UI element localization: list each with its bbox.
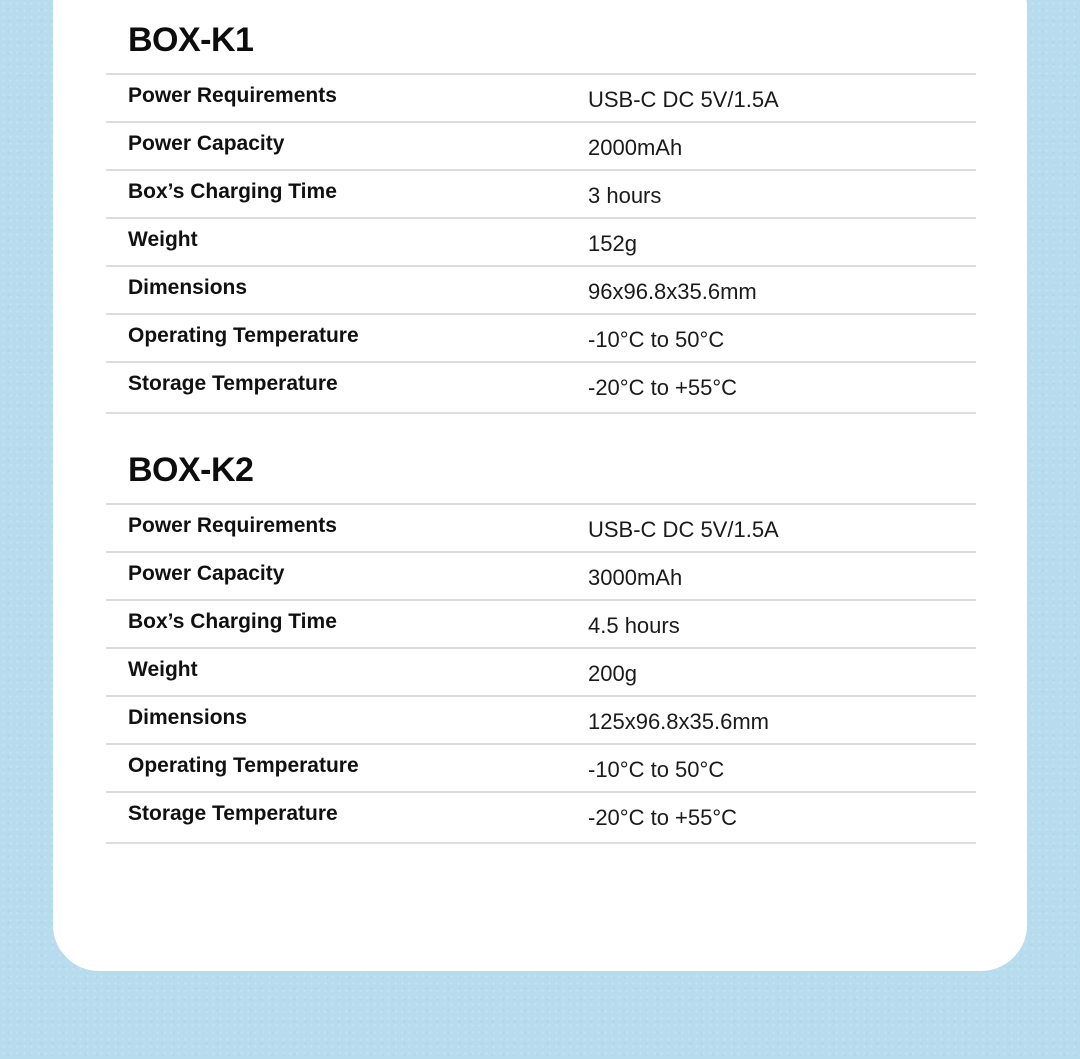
spec-label: Dimensions [128,706,248,729]
spec-value: -10°C to 50°C [588,327,725,352]
spec-row [106,363,976,414]
spec-row [106,649,976,697]
spec-value: -20°C to +55°C [588,375,738,400]
spec-value: 125x96.8x35.6mm [588,709,769,734]
spec-label: Storage Temperature [128,372,338,395]
spec-value: 96x96.8x35.6mm [588,279,757,304]
spec-row [106,219,976,267]
model-title: BOX-K2 [128,451,254,489]
spec-value: 2000mAh [588,135,683,160]
spec-row [106,505,976,553]
spec-label: Dimensions [128,276,248,299]
spec-row [106,697,976,745]
spec-label: Storage Temperature [128,802,338,825]
spec-label: Power Capacity [128,562,285,585]
spec-label: Power Requirements [128,84,337,107]
spec-value: -10°C to 50°C [588,757,725,782]
spec-value: 3 hours [588,183,662,208]
spec-row [106,267,976,315]
spec-value: -20°C to +55°C [588,805,738,830]
spec-row [106,553,976,601]
spec-value: 200g [588,661,637,686]
spec-label: Operating Temperature [128,754,359,777]
spec-label: Power Capacity [128,132,285,155]
spec-row [106,171,976,219]
spec-section-box-k2 [106,448,976,844]
spec-label: Weight [128,228,198,251]
spec-value: 4.5 hours [588,613,680,638]
spec-value: USB-C DC 5V/1.5A [588,517,779,542]
spec-label: Operating Temperature [128,324,359,347]
spec-value: USB-C DC 5V/1.5A [588,87,779,112]
spec-label: Power Requirements [128,514,337,537]
spec-table [106,503,976,844]
spec-table [106,73,976,414]
spec-row [106,793,976,844]
spec-row [106,75,976,123]
spec-row [106,601,976,649]
spec-row [106,123,976,171]
spec-label: Box’s Charging Time [128,180,337,203]
spec-row [106,745,976,793]
spec-row [106,315,976,363]
spec-section-box-k1 [106,18,976,414]
spec-value: 3000mAh [588,565,683,590]
spec-label: Weight [128,658,198,681]
spec-value: 152g [588,231,637,256]
model-title: BOX-K1 [128,21,254,59]
spec-label: Box’s Charging Time [128,610,337,633]
